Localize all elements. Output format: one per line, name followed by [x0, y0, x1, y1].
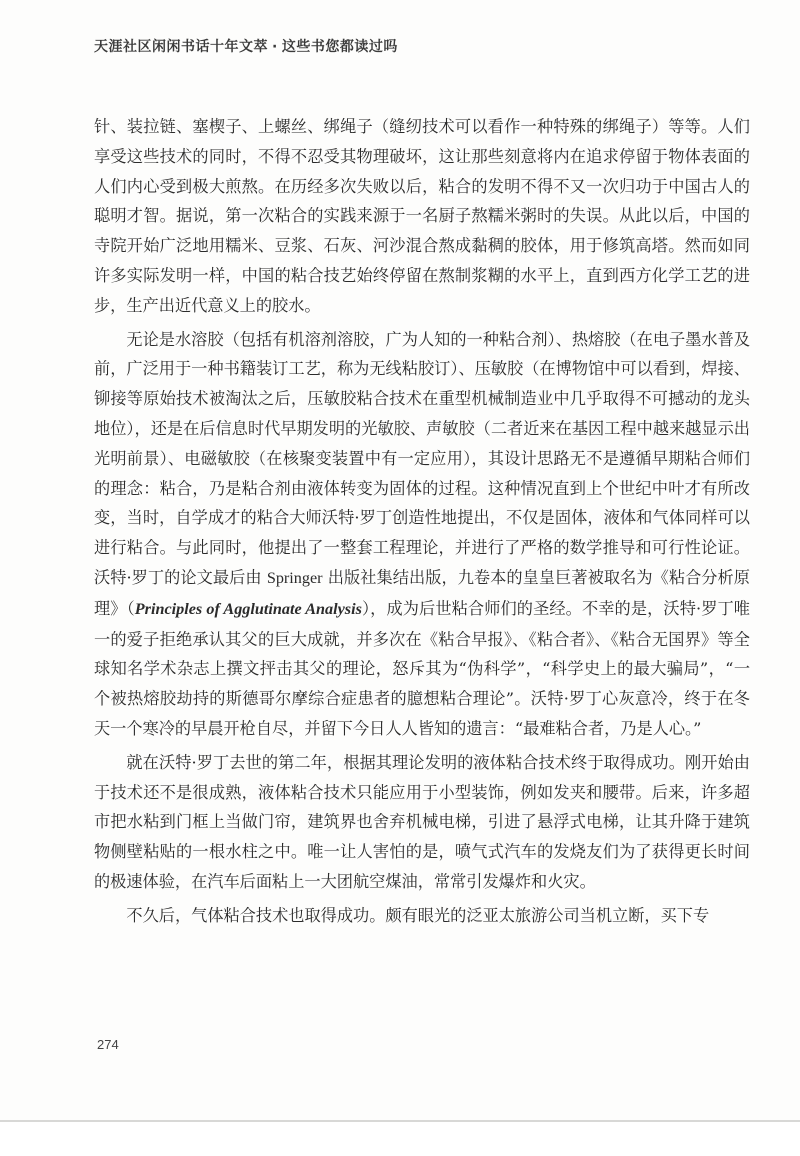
paragraph-2-part-b: 出版社集结出版，九卷本的皇皇巨著被取名为《粘合分析原理》（	[94, 567, 750, 618]
paragraph-2	[94, 325, 750, 744]
header-subtitle: 这些书您都读过吗	[281, 39, 398, 55]
page-margin	[0, 1122, 800, 1156]
body-text	[94, 112, 750, 931]
paragraph-2-part-c: ），成为后世粘合师们的圣经。不幸的是，沃特·罗丁唯一的爱子拒绝承认其父的巨大成就，并多次在《粘合早报》、《粘合者》、《粘合无国界》等全球知名学术杂志上撰文抨击其父的理论，怒斥其为“伪科学”，“科学史上的最大骗局”，“一个被热熔胶劫持的斯德哥尔摩综合症患者的臆想粘合理论”。沃特·罗丁心灰意冷，终于在冬天一个寒冷的早晨开枪自尽，并留下今日人人皆知的遗言：“最难粘合者，乃是人心。”	[94, 598, 750, 738]
book-title-english: Principles of Agglutinate Analysis	[134, 599, 362, 618]
paragraph-4: 不久后，气体粘合技术也取得成功。颇有眼光的泛亚太旅游公司当机立断，买下专	[126, 905, 710, 925]
publisher-name: Springer	[266, 568, 323, 587]
paragraph-2-part-a: 无论是水溶胶（包括有机溶剂溶胶，广为人知的一种粘合剂）、热熔胶（在电子墨水普及前，广泛用于一种书籍装订工艺，称为无线粘胶订）、压敏胶（在博物馆中可以看到，焊接、铆接等原始技术被淘汰之后，压敏胶粘合技术在重型机械制造业中几乎取得不可撼动的龙头地位），还是在后信息时代早期发明的光敏胶、声敏胶（二者近来在基因工程中越来越显示出光明前景）、电磁敏胶（在核聚变装置中有一定应用），其设计思路无不是遵循早期粘合师们的理念：粘合，乃是粘合剂由液体转变为固体的过程。这种情况直到上个世纪中叶才有所改变，当时，自学成才的粘合大师沃特·罗丁创造性地提出，不仅是固体，液体和气体同样可以进行粘合。与此同时，他提出了一整套工程理论，并进行了严格的数学推导和可行性论证。沃特·罗丁的论文最后由	[94, 329, 750, 587]
running-header	[94, 36, 398, 56]
header-separator: ·	[272, 39, 278, 55]
paragraph-1: 针、装拉链、塞楔子、上螺丝、绑绳子（缝纫技术可以看作一种特殊的绑绳子）等等。人们享受这些技术的同时，不得不忍受其物理破坏，这让那些刻意将内在追求停留于物体表面的人们内心受到极大煎熬。在历经多次失败以后，粘合的发明不得不又一次归功于中国古人的聪明才智。据说，第一次粘合的实践来源于一名厨子熬糯米粥时的失误。从此以后，中国的寺院开始广泛地用糯米、豆浆、石灰、河沙混合熬成黏稠的胶体，用于修筑高塔。然而如同许多实际发明一样，中国的粘合技艺始终停留在熬制浆糊的水平上，直到西方化学工艺的进步，生产出近代意义上的胶水。	[94, 117, 750, 315]
header-title: 天涯社区闲闲书话十年文萃	[94, 39, 268, 55]
page-number: 274	[97, 1037, 119, 1052]
paragraph-3: 就在沃特·罗丁去世的第二年，根据其理论发明的液体粘合技术终于取得成功。刚开始由于技术还不是很成熟，液体粘合技术只能应用于小型装饰，例如发夹和腰带。后来，许多超市把水粘到门框上当做门帘，建筑界也舍弃机械电梯，引进了悬浮式电梯，让其升降于建筑物侧壁粘贴的一根水柱之中。唯一让人害怕的是，喷气式汽车的发烧友们为了获得更长时间的极速体验，在汽车后面粘上一大团航空煤油，常常引发爆炸和火灾。	[94, 752, 750, 891]
